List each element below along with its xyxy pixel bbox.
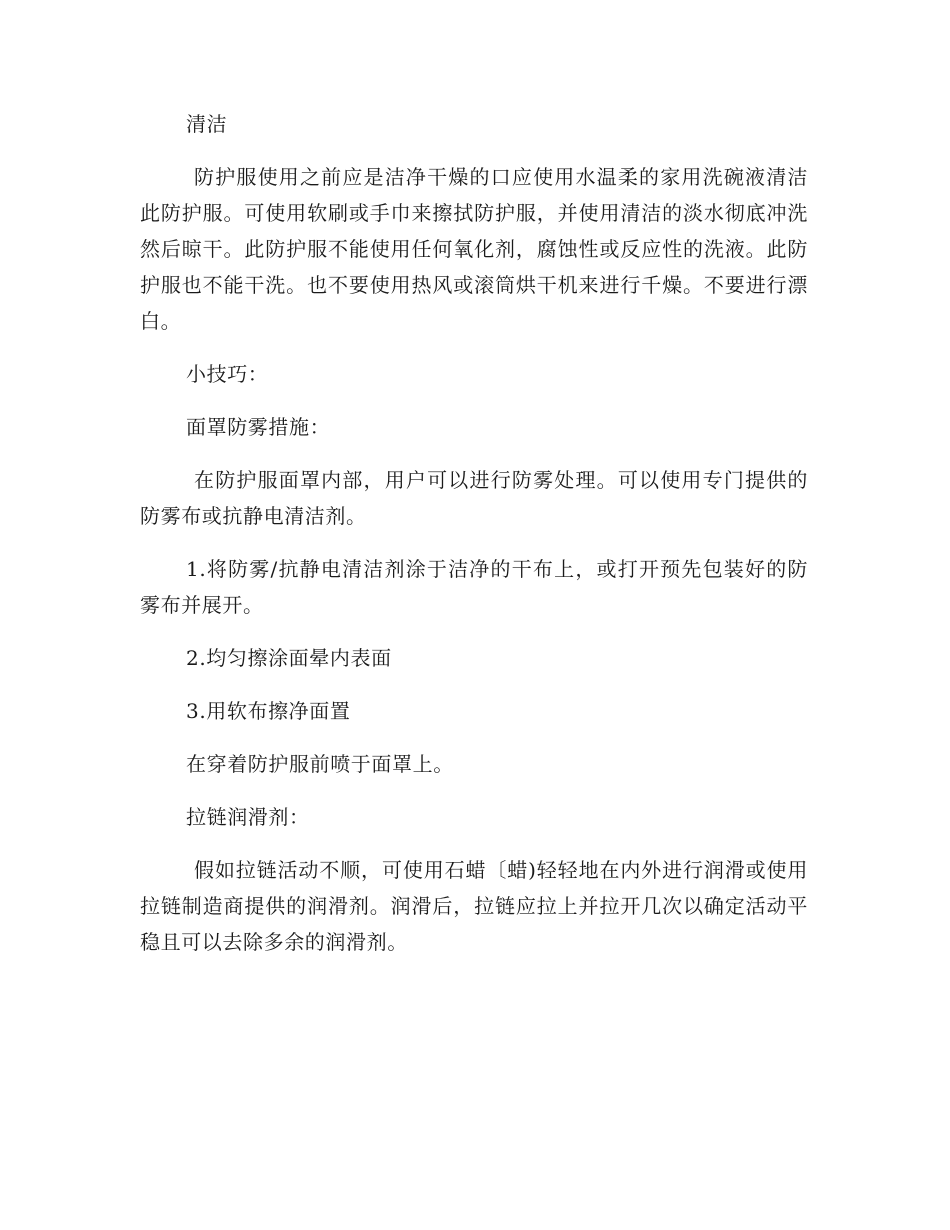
- antifog-paragraph: 在防护服面罩内部，用户可以进行防雾处理。可以使用专门提供的防雾布或抗静电清洁剂。: [140, 468, 808, 528]
- antifog-step-3: 3.用软布擦净面置: [186, 699, 351, 723]
- heading-tips: 小技巧：: [186, 362, 269, 386]
- zipper-paragraph: 假如拉链活动不顺，可使用石蜡〔蜡)轻轻地在内外进行润滑或使用拉链制造商提供的润滑剂。润滑后，拉链应拉上并拉开几次以确定活动平稳且可以去除多余的润滑剂。: [140, 858, 808, 954]
- heading-cleaning: 清洁: [186, 112, 228, 136]
- heading-antifog: 面罩防雾措施：: [186, 415, 331, 439]
- cleaning-paragraph: 防护服使用之前应是洁净干燥的口应使用水温柔的家用洗碗液清洁此防护服。可使用软刷或手巾来擦拭防护服，并使用清洁的淡水彻底冲洗然后晾干。此防护服不能使用任何氧化剂，腐蚀性或反应性的洗液。此防护服也不能干洗。也不要使用热风或滚筒烘干机来进行千燥。不要进行漂白。: [140, 165, 808, 333]
- antifog-step-1: 1.将防雾/抗静电清洁剂涂于洁净的干布上，或打开预先包装好的防雾布并展开。: [140, 557, 808, 617]
- heading-zipper: 拉链润滑剂：: [186, 805, 310, 829]
- document-body: [140, 106, 808, 960]
- antifog-step-2: 2.均匀擦涂面晕内表面: [186, 646, 392, 670]
- antifog-note: 在穿着防护服前喷于面罩上。: [186, 752, 454, 776]
